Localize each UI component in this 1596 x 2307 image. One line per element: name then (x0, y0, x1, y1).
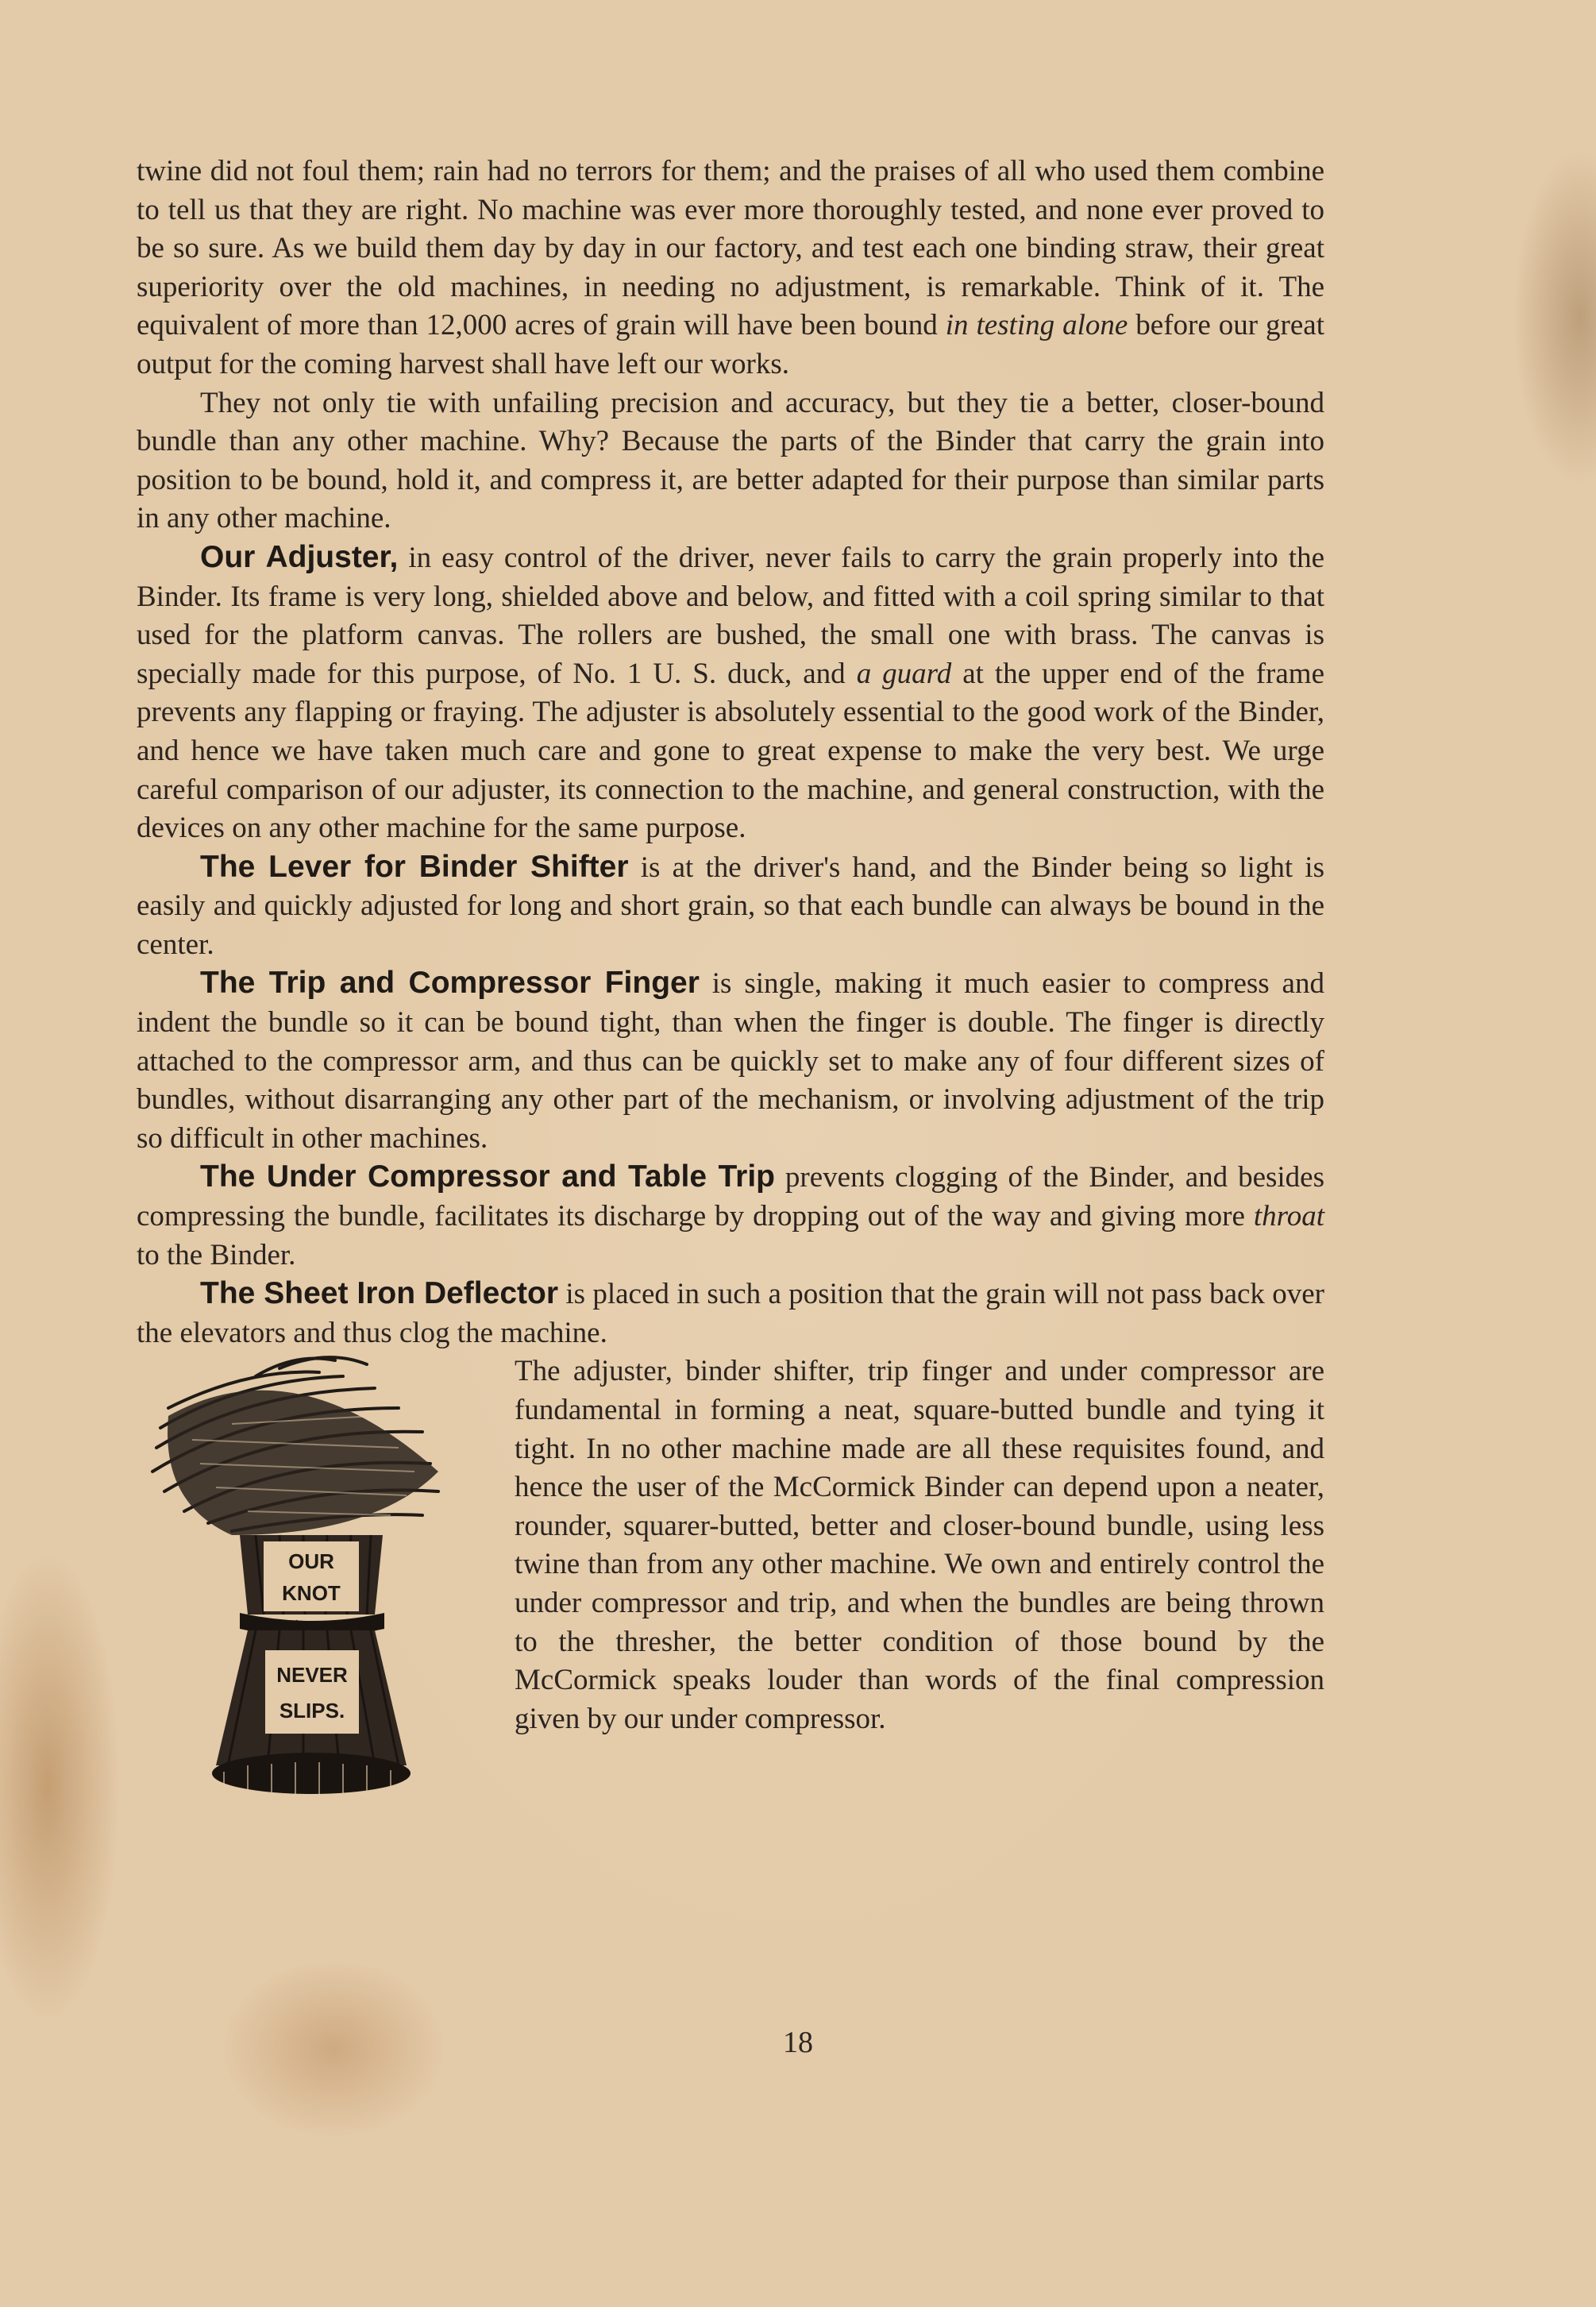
closing-text: The adjuster, binder shifter, trip finger and under compressor are fundamental in forming a neat, square-butted bundle and tying it tight. In no other machine made are all these requisites found, and hence the user of the McCormick Binder can depend upon a neater, rounder, squarer-butted, better and closer-bound bundle, using less twine than from any other machine. We own and entirely control the under compressor and trip, and when the bundles are being thrown to the thresher, the better condition of those bound by the McCormick speaks louder than words of the final compression given by our under compressor. (515, 1355, 1324, 1735)
under-compressor-text: prevents clogging of the Binder, and besides compressing the bundle, facilitates its discharge by dropping out of the way and giving more (137, 1161, 1325, 1233)
wheat-sheaf-illustration (137, 1352, 486, 1813)
precision-text: They not only tie with unfailing precision and accuracy, but they tie a better, closer-bound bundle than any other machine. Why? Because the parts of the Binder that carry the grain into position to be bound, hold it, and compress it, are better adapted for their purpose than similar parts in any other machine. (137, 386, 1324, 535)
sheaf-icon (137, 1352, 486, 1813)
label-our: OUR (288, 1549, 334, 1574)
paragraph-under-compressor (137, 1158, 1324, 1275)
intro-text-end: before our great output for the coming harvest shall have left our works. (137, 309, 1324, 380)
label-never: NEVER (276, 1663, 348, 1688)
trip-heading: The Trip and Compressor Finger (200, 966, 700, 1001)
trip-text: is single, making it much easier to compress and indent the bundle so it can be bound tight, than when the finger is double. The finger is directly attached to the compressor arm, and thus can be quickly set to make any of four different sizes of bundles, without disarranging any other part of the mechanism, or involving adjustment of the trip so difficult in other machines. (137, 967, 1324, 1155)
under-compressor-italic: throat (1253, 1200, 1324, 1233)
intro-text: twine did not foul them; rain had no terrors for them; and the praises of all who used them combine to tell us that they are right. No machine was ever more thoroughly tested, and none ever proved to be so sure. As we build them day by day in our factory, and test each one binding straw, their great superiority over the old machines, in needing no adjustment, is remarkable. Think of it. The equivalent of more than 12,000 acres of grain will have been bound (137, 155, 1324, 342)
intro-italic: in testing alone (945, 309, 1128, 342)
paragraph-lever (137, 848, 1324, 965)
deflector-heading: The Sheet Iron Deflector (200, 1276, 558, 1311)
paragraph-trip (137, 964, 1324, 1158)
paragraph-closing (137, 1352, 1324, 1738)
adjuster-text-end: at the upper end of the frame prevents any flapping or fraying. The adjuster is absolutely essential to the good work of the Binder, and hence we have taken much care and gone to great expense to make the very best. We urge careful comparison of our adjuster, its connection to the machine, and general construction, with the devices on any other machine for the same purpose. (137, 657, 1324, 845)
lever-heading: The Lever for Binder Shifter (200, 849, 629, 884)
adjuster-text: in easy control of the driver, never fails to carry the grain properly into the Binder. Its frame is very long, shielded above and below, and fitted with a coil spring similar to that used for the platform canvas. The rollers are bushed, the small one with brass. The canvas is specially made for this purpose, of No. 1 U. S. duck, and (137, 541, 1324, 690)
under-compressor-text-end: to the Binder. (137, 1238, 296, 1271)
paragraph-adjuster (137, 538, 1324, 848)
adjuster-italic: a guard (856, 657, 952, 690)
label-slips: SLIPS. (279, 1699, 345, 1723)
under-compressor-heading: The Under Compressor and Table Trip (200, 1159, 776, 1194)
page-number: 18 (783, 2026, 813, 2059)
body-text (137, 152, 1324, 1813)
lever-text: is at the driver's hand, and the Binder being so light is easily and quickly adjusted for long and short grain, so that each bundle can always be bound in the center. (137, 851, 1324, 961)
label-knot: KNOT (282, 1581, 341, 1606)
adjuster-heading: Our Adjuster, (200, 539, 399, 574)
paragraph-intro (137, 152, 1324, 384)
paragraph-deflector (137, 1275, 1324, 1352)
paragraph-precision (137, 384, 1324, 538)
deflector-text: is placed in such a position that the grain will not pass back over the elevators and thus clog the machine. (137, 1278, 1325, 1349)
